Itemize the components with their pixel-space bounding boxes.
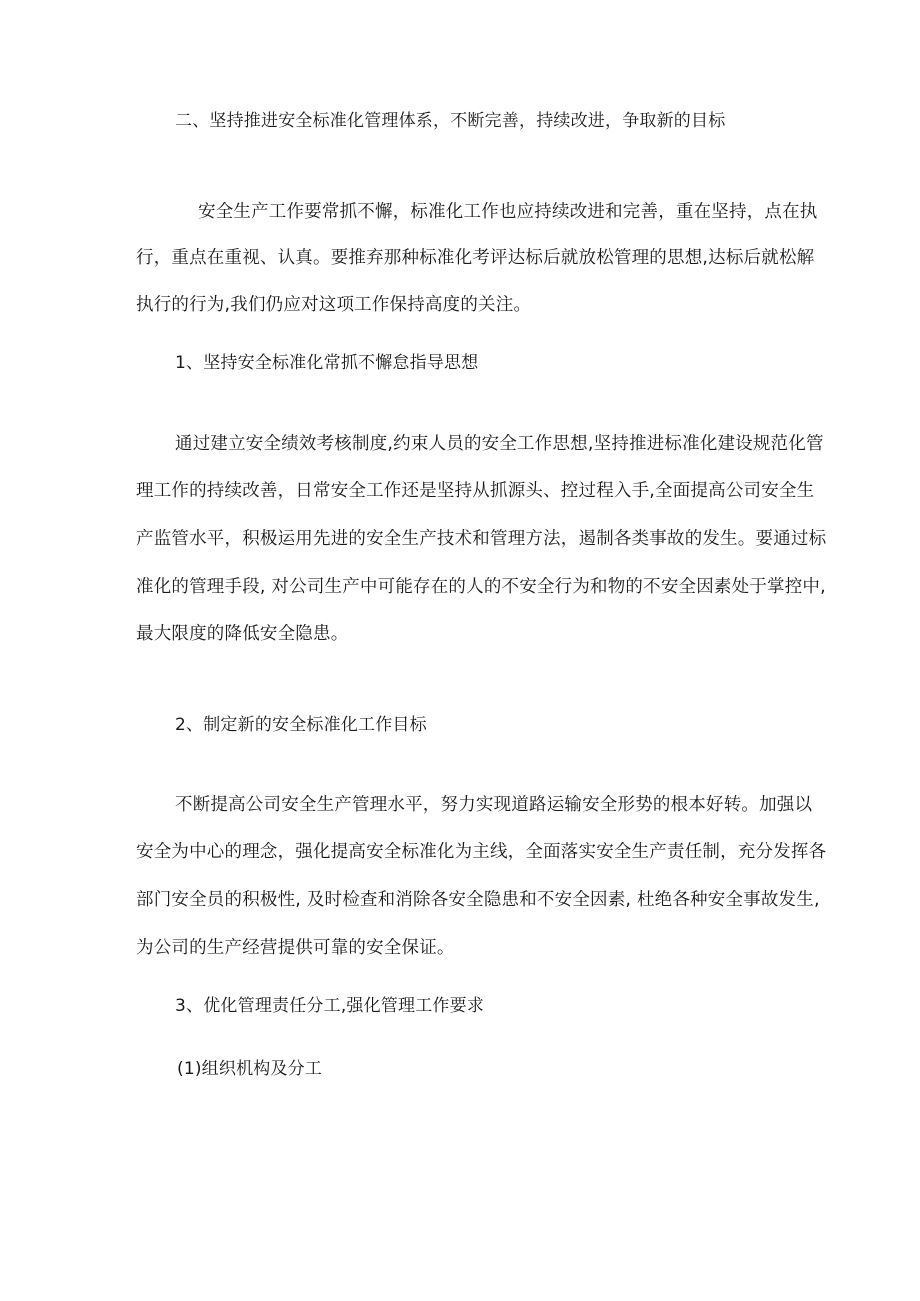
intro-line-2: 行，重点在重视、认真。要推弃那种标准化考评达标后就放松管理的思想,达标后就松解 [136, 248, 815, 268]
item1-line-1: 通过建立安全绩效考核制度,约束人员的安全工作思想,坚持推进标准化建设规范化管 [175, 434, 824, 454]
section-title: 二、坚持推进安全标准化管理体系，不断完善，持续改进，争取新的目标 [175, 111, 726, 131]
item3-subheading: (1)组织机构及分工 [177, 1059, 323, 1079]
item3-heading: 3、优化管理责任分工,强化管理工作要求 [175, 996, 485, 1016]
intro-line-3: 执行的行为,我们仍应对这项工作保持高度的关注。 [136, 295, 532, 315]
item1-heading: 1、坚持安全标准化常抓不懈怠指导思想 [175, 353, 479, 373]
item1-line-4: 准化的管理手段, 对公司生产中可能存在的人的不安全行为和物的不安全因素处于掌控中, [136, 577, 826, 597]
item2-line-1: 不断提高公司安全生产管理水平，努力实现道路运输安全形势的根本好转。加强以 [175, 795, 813, 815]
item2-line-2: 安全为中心的理念，强化提高安全标准化为主线，全面落实安全生产责任制，充分发挥各 [136, 842, 827, 862]
item1-line-2: 理工作的持续改善，日常安全工作还是坚持从抓源头、控过程入手,全面提高公司安全生 [136, 481, 815, 501]
intro-line-1: 安全生产工作要常抓不懈，标准化工作也应持续改进和完善，重在坚持，点在执 [198, 202, 818, 222]
item2-line-3: 部门安全员的积极性, 及时检查和消除各安全隐患和不安全因素, 杜绝各种安全事故发生, [136, 890, 820, 910]
item1-line-5: 最大限度的降低安全隐患。 [136, 624, 349, 644]
item2-heading: 2、制定新的安全标准化工作目标 [175, 715, 427, 735]
item2-line-4: 为公司的生产经营提供可靠的安全保证。 [136, 938, 455, 958]
item1-line-3: 产监管水平，积极运用先进的安全生产技术和管理方法，遏制各类事故的发生。要通过标 [136, 529, 827, 549]
